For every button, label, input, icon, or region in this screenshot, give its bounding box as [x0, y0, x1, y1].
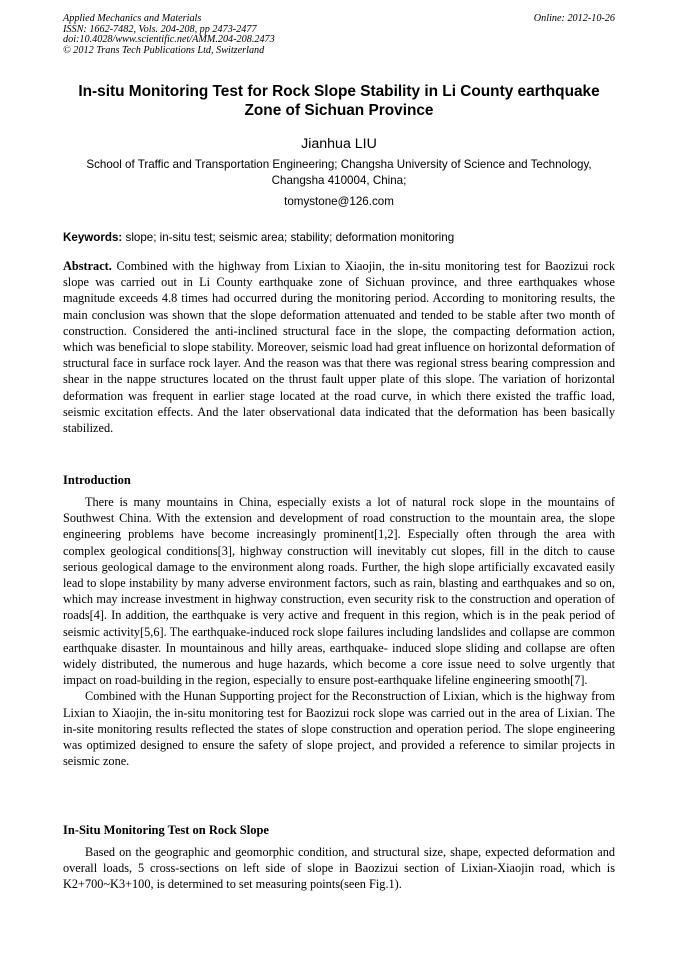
copyright-line: © 2012 Trans Tech Publications Ltd, Switzerland — [63, 44, 265, 56]
abstract-label: Abstract. — [63, 259, 112, 273]
journal-header — [63, 14, 615, 56]
insitu-heading: In-Situ Monitoring Test on Rock Slope — [63, 823, 269, 837]
abstract-text: Combined with the highway from Lixian to Xiaojin, the in-situ monitoring test for Baozizui rock slope was carried out in Li County earthquake zone of Sichuan province, and three earthquakes whose magnitude exceeds 4.8 times had occurred during the monitoring period. According to monitoring results, the main conclusion was shown that the slope deformation attenuated and tended to be stable after two month of construction. Considered the anti-inclined structural face in the slope, the compacting deformation action, which was beneficial to slope stability. Moreover, seismic load had great influence on horizontal deformation of structural face in surface rock layer. And the reason was that there was regional stress bearing compression and shear in the nappe structures located on the thrust fault upper plate of this slope. The variation of horizontal deformation was frequent in earlier stage located at the road curve, in which there existed the traffic load, seismic excitation effects. And the later observational data indicated that the deformation has been basically stabilized. — [63, 259, 615, 436]
introduction-heading: Introduction — [63, 473, 131, 487]
introduction-paragraph-2: Combined with the Hunan Supporting project for the Reconstruction of Lixian, which is the highway from Lixian to Xiaojin, the in-situ monitoring test for Baozizui rock slope was carried out in the area of Lixian. The in-site monitoring results reflected the states of slope construction and operation period. The slope engineering was optimized designed to ensure the safety of slope project, and provided a reference to similar projects in seismic zone. — [63, 689, 615, 769]
doi-line: doi:10.4028/www.scientific.net/AMM.204-208.2473 — [63, 34, 275, 46]
issn-line: ISSN: 1662-7482, Vols. 204-208, pp 2473-2477 — [63, 23, 257, 35]
introduction-paragraph-1: There is many mountains in China, especially exists a lot of natural rock slope in the mountains of Southwest China. With the extension and development of road construction to the mountain area, the slope engineering problems have become increasingly prominent[1,2]. Especially often through the area with complex geological conditions[3], highway construction will inevitably cut slopes, fill in the ditch to cause serious geological damage to the environment along roads. Further, the high slope artificially excavated easily lead to slope instability by many adverse environment factors, such as rain, blasting and earthquakes and so on, which may increase investment in highway construction, even security risk to the construction and operation of roads[4]. In addition, the earthquake is very active and frequent in this region, which is in the peak period of seismic activity[5,6]. The earthquake-induced rock slope failures including landslides and collapse are common earthquake disaster. In mountainous and hilly areas, earthquake- induced slope sliding and collapse are often widely distributed, the numerous and huge hazards, which become a core issue need to solve urgently that impact on road-building in the region, especially to ensure post-earthquake lifeline engineering smooth[7]. — [63, 495, 615, 688]
author-email: tomystone@126.com — [284, 195, 394, 208]
author-affiliation: School of Traffic and Transportation Engineering; Changsha University of Science and Technology, Changsha 410004, China; — [86, 158, 592, 187]
introduction-body — [63, 494, 615, 769]
online-date: Online: 2012-10-26 — [533, 13, 615, 24]
paper-title: In-situ Monitoring Test for Rock Slope Stability in Li County earthquake Zone of Sichuan Province — [78, 83, 600, 119]
journal-name: Applied Mechanics and Materials — [63, 13, 202, 24]
author-name: Jianhua LIU — [301, 136, 377, 152]
keywords-text: slope; in-situ test; seismic area; stability; deformation monitoring — [125, 231, 455, 244]
insitu-paragraph-1: Based on the geographic and geomorphic condition, and structural size, shape, expected deformation and overall loads, 5 cross-sections on left side of slope in Baozizui section of Lixian-Xiaojin road, which is K2+700~K3+100, is determined to set measuring points(seen Fig.1). — [63, 845, 615, 892]
keywords-label: Keywords: — [63, 231, 123, 244]
abstract-block — [63, 258, 615, 436]
insitu-body — [63, 844, 615, 893]
keywords-line — [63, 230, 615, 245]
